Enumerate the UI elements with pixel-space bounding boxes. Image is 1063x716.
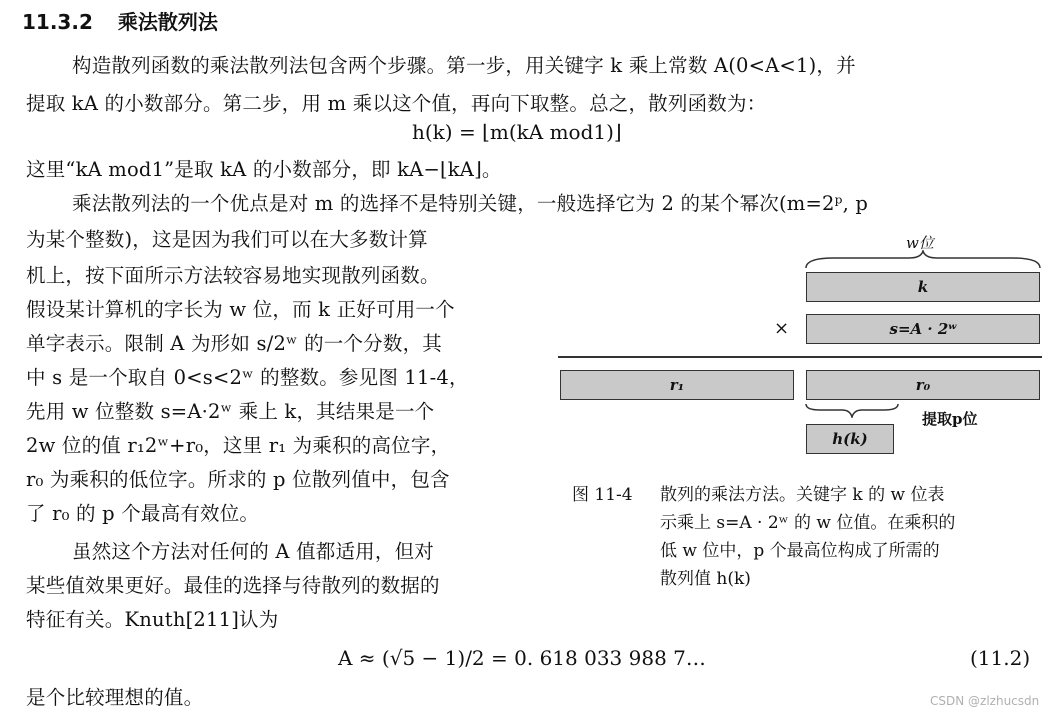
- paragraph3-line: 机上，按下面所示方法较容易地实现散列函数。: [26, 264, 440, 287]
- paragraph3-line: 为某个整数)，这是因为我们可以在大多数计算: [26, 228, 428, 251]
- paragraph3-line: 单字表示。限制 A 为形如 s/2ʷ 的一个分数，其: [26, 332, 442, 355]
- paragraph1-line2: 提取 kA 的小数部分。第二步，用 m 乘以这个值，再向下取整。总之，散列函数为：: [26, 92, 767, 115]
- watermark: CSDN @zlzhucsdn: [930, 694, 1040, 708]
- product-rule: [558, 356, 1042, 358]
- section-number: 11.3.2: [22, 10, 93, 34]
- low-word-bar: r₀: [806, 370, 1040, 400]
- paragraph3-line: 假设某计算机的字长为 w 位，而 k 正好可用一个: [26, 298, 455, 321]
- multiplier-bar: s=A · 2ʷ: [806, 314, 1040, 344]
- figure-caption-number: 图 11-4: [572, 485, 633, 505]
- paragraph4-line: 特征有关。Knuth[211]认为: [26, 608, 279, 631]
- figure-caption-line: 散列值 h(k): [660, 569, 751, 589]
- extract-label: 提取p位: [922, 410, 978, 428]
- formula-hash: h(k) = ⌊m(kA mod1)⌋: [412, 120, 622, 144]
- paragraph4-line: 虽然这个方法对任何的 A 值都适用，但对: [72, 540, 434, 563]
- extract-brace-icon: [804, 402, 900, 418]
- paragraph3-line: r₀ 为乘积的低位字。所求的 p 位散列值中，包含: [26, 468, 450, 491]
- width-brace-icon: [804, 250, 1042, 270]
- multiply-sign: ×: [774, 318, 790, 339]
- paragraph4-line: 某些值效果更好。最佳的选择与待散列的数据的: [26, 574, 440, 597]
- paragraph3-line: 中 s 是一个取自 0<s<2ʷ 的整数。参见图 11-4，: [26, 366, 469, 389]
- section-heading: [22, 6, 218, 35]
- paragraph3-line: 了 r₀ 的 p 个最高有效位。: [26, 502, 260, 525]
- key-bar: k: [806, 272, 1040, 302]
- figure-caption-line: 示乘上 s=A · 2ʷ 的 w 位值。在乘积的: [660, 513, 956, 533]
- formula-golden-ratio: A ≈ (√5 − 1)/2 = 0. 618 033 988 7…: [338, 646, 706, 670]
- paragraph5: 是个比较理想的值。: [26, 686, 204, 709]
- paragraph3-line: 先用 w 位整数 s=A·2ʷ 乘上 k，其结果是一个: [26, 400, 435, 423]
- paragraph1-line1: 构造散列函数的乘法散列法包含两个步骤。第一步，用关键字 k 乘上常数 A(0<A<1)，并: [72, 54, 856, 77]
- hash-value-bar: h(k): [806, 424, 894, 454]
- high-word-bar: r₁: [560, 370, 794, 400]
- paragraph3-line1: 乘法散列法的一个优点是对 m 的选择不是特别关键，一般选择它为 2 的某个幂次(m=2ᵖ, p: [72, 192, 869, 215]
- figure-caption-line: 散列的乘法方法。关键字 k 的 w 位表: [660, 485, 945, 505]
- equation-number: (11.2): [970, 646, 1031, 670]
- paragraph3-line: 2w 位的值 r₁2ʷ+r₀，这里 r₁ 为乘积的高位字，: [26, 434, 451, 457]
- figure-caption-line: 低 w 位中，p 个最高位构成了所需的: [660, 541, 940, 561]
- section-title: 乘法散列法: [117, 10, 218, 34]
- paragraph2: 这里“kA mod1”是取 kA 的小数部分，即 kA−⌊kA⌋。: [26, 158, 502, 181]
- width-label: w位: [906, 234, 934, 252]
